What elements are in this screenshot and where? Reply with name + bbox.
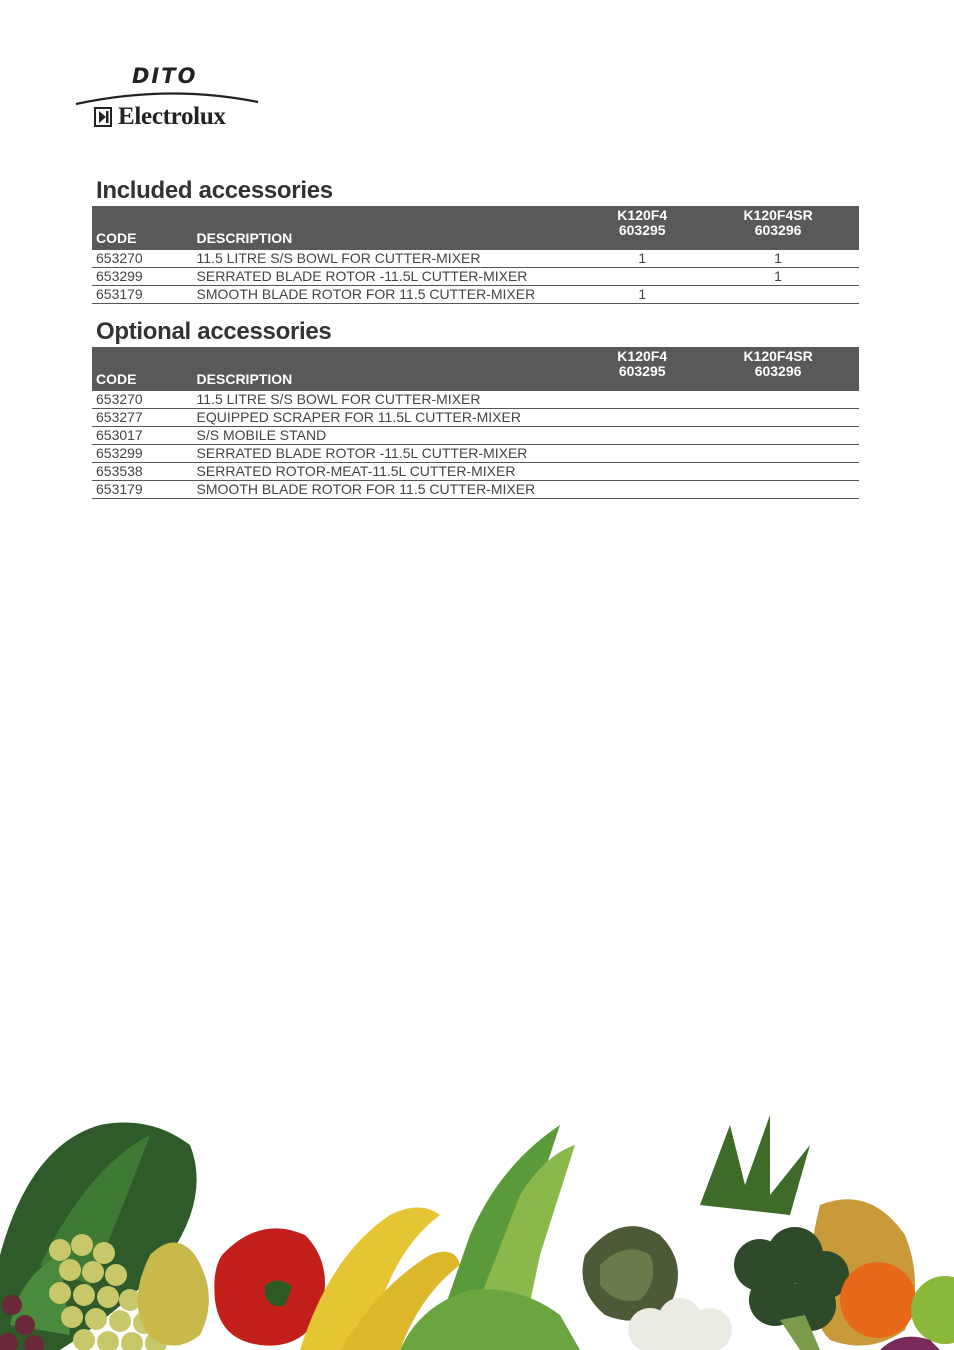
table-header-row [92,347,859,391]
description-cell: 11.5 LITRE S/S BOWL FOR CUTTER-MIXER [193,391,580,409]
spacer-cell [851,250,859,268]
table-row [92,391,859,409]
dito-wordmark: DITO [132,64,198,88]
table-row [92,268,859,286]
table-row [92,463,859,481]
spacer-cell [851,391,859,409]
model-1-qty [579,445,705,463]
included-title: Included accessories [96,177,333,204]
code-cell: 653270 [92,250,193,268]
model-1-name: K120F4 [617,348,668,364]
code-cell: 653299 [92,445,193,463]
description-cell: SERRATED BLADE ROTOR -11.5L CUTTER-MIXER [193,445,580,463]
spacer-cell [851,409,859,427]
spacer-cell [851,463,859,481]
header-code: CODE [92,206,193,250]
description-cell: SERRATED BLADE ROTOR -11.5L CUTTER-MIXER [193,268,580,286]
table-row [92,286,859,304]
optional-table [92,347,859,499]
model-1-qty: 1 [579,250,705,268]
header-spacer [851,206,859,250]
spacer-cell [851,286,859,304]
table-row [92,409,859,427]
description-cell: 11.5 LITRE S/S BOWL FOR CUTTER-MIXER [193,250,580,268]
model-1-qty [579,391,705,409]
spacer-cell [851,481,859,499]
brand-logo [74,62,264,134]
spacer-cell [851,427,859,445]
model-2-qty: 1 [705,250,851,268]
description-cell: EQUIPPED SCRAPER FOR 11.5L CUTTER-MIXER [193,409,580,427]
header-code: CODE [92,347,193,391]
table-row [92,445,859,463]
model-2-qty [705,427,851,445]
code-cell: 653277 [92,409,193,427]
model-2-name: K120F4SR [743,207,813,223]
included-table [92,206,859,304]
header-description: DESCRIPTION [193,347,580,391]
model-2-qty [705,481,851,499]
model-2-qty [705,286,851,304]
description-cell: SMOOTH BLADE ROTOR FOR 11.5 CUTTER-MIXER [193,286,580,304]
model-1-qty [579,463,705,481]
table-row [92,427,859,445]
spacer-cell [851,268,859,286]
fruit-vegetable-border-image [0,1105,954,1350]
spacer-cell [851,445,859,463]
model-1-qty [579,409,705,427]
header-model-1 [579,347,705,391]
model-1-code: 603295 [618,222,666,238]
model-2-name: K120F4SR [743,348,813,364]
electrolux-wordmark: Electrolux [118,103,226,130]
description-cell: SERRATED ROTOR-MEAT-11.5L CUTTER-MIXER [193,463,580,481]
header-model-2 [705,206,851,250]
description-cell: SMOOTH BLADE ROTOR FOR 11.5 CUTTER-MIXER [193,481,580,499]
code-cell: 653179 [92,481,193,499]
header-model-2 [705,347,851,391]
model-1-name: K120F4 [617,207,668,223]
header-spacer [851,347,859,391]
code-cell: 653538 [92,463,193,481]
optional-title: Optional accessories [96,318,332,345]
model-2-qty [705,409,851,427]
model-1-qty: 1 [579,286,705,304]
table-row [92,250,859,268]
code-cell: 653179 [92,286,193,304]
model-2-qty [705,445,851,463]
model-2-qty [705,463,851,481]
electrolux-mark-icon [94,107,112,127]
code-cell: 653017 [92,427,193,445]
model-1-qty [579,427,705,445]
model-1-code: 603295 [618,363,666,379]
table-header-row [92,206,859,250]
model-2-qty: 1 [705,268,851,286]
model-2-qty [705,391,851,409]
table-row [92,481,859,499]
description-cell: S/S MOBILE STAND [193,427,580,445]
model-1-qty [579,481,705,499]
code-cell: 653299 [92,268,193,286]
header-model-1 [579,206,705,250]
model-1-qty [579,268,705,286]
header-description: DESCRIPTION [193,206,580,250]
code-cell: 653270 [92,391,193,409]
model-2-code: 603296 [754,363,802,379]
model-2-code: 603296 [754,222,802,238]
